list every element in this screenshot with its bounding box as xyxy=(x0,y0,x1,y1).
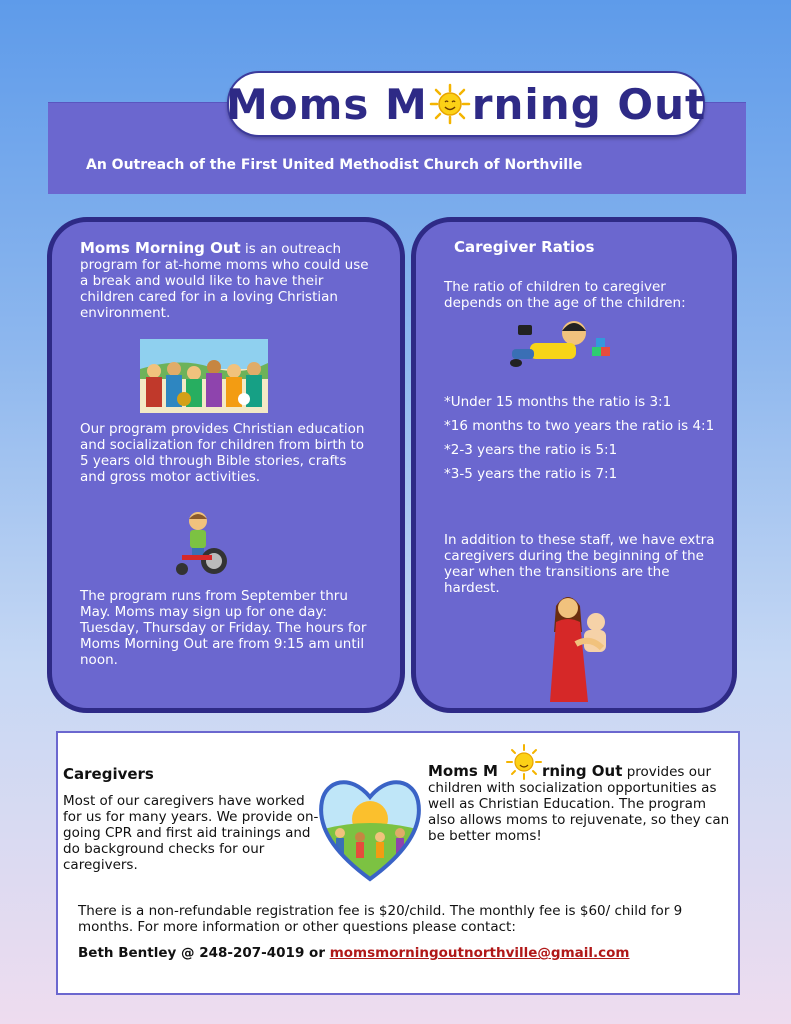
ratio-item: *Under 15 months the ratio is 3:1 xyxy=(444,394,672,410)
schedule-paragraph: The program runs from September thru May. Moms may sign up for one day: Tuesday, Thursday or Friday. The hours for Moms Morning Out are from 9:15 am until noon. xyxy=(80,588,367,668)
intro-heading: Moms Morning Out xyxy=(80,239,241,257)
ratios-heading: Caregiver Ratios xyxy=(454,238,595,256)
mmo-heading-part1: Moms M xyxy=(428,762,498,780)
crawling-child-image xyxy=(508,319,618,373)
mother-holding-baby-image xyxy=(546,592,616,710)
extra-caregivers-paragraph: In addition to these staff, we have extra caregivers during the beginning of the year when the transitions are the hardest. xyxy=(444,532,715,596)
left-panel xyxy=(47,217,405,713)
fee-paragraph: There is a non-refundable registration fee is $20/child. The monthly fee is $60/ child for 9 months. For more information or other questions please contact: xyxy=(78,903,683,935)
intro-text: is an outreach program for at-home moms who could use a break and would like to have their children cared for in a loving Christian environment. xyxy=(80,241,369,321)
mmo-text: provides our children with socialization opportunities as well as Christian Education. The program also allows moms to rejuvenate, so they can be better moms! xyxy=(428,764,730,844)
caregivers-heading: Caregivers xyxy=(63,765,154,783)
bible-characters-image xyxy=(140,339,268,413)
mmo-paragraph xyxy=(428,763,732,844)
title-part1: Moms M xyxy=(225,79,428,129)
caregivers-paragraph: Most of our caregivers have worked for us for many years. We provide on-going CPR and first aid trainings and do background checks for our caregivers. xyxy=(63,793,319,873)
title-pill xyxy=(227,71,705,137)
right-panel xyxy=(411,217,737,713)
child-tricycle-image xyxy=(172,511,232,577)
ratio-item: *3-5 years the ratio is 7:1 xyxy=(444,466,618,482)
program-paragraph: Our program provides Christian education and socialization for children from birth to 5 years old through Bible stories, crafts and gross motor activities. xyxy=(80,421,365,485)
ratio-item: *2-3 years the ratio is 5:1 xyxy=(444,442,618,458)
contact-text: Beth Bentley @ 248-207-4019 or xyxy=(78,945,330,961)
ratio-list xyxy=(444,394,724,490)
sun-icon xyxy=(429,83,471,125)
mmo-heading-part2: rning Out xyxy=(541,762,623,780)
intro-paragraph xyxy=(80,240,370,321)
subtitle: An Outreach of the First United Methodist Church of Northville xyxy=(86,157,583,173)
bottom-info-box xyxy=(56,731,740,995)
heart-children-image xyxy=(316,771,424,887)
email-link[interactable]: momsmorningoutnorthville@gmail.com xyxy=(329,945,630,961)
small-sun-icon xyxy=(504,743,544,781)
page-title xyxy=(226,80,706,129)
title-part2: rning Out xyxy=(471,79,707,129)
contact-line xyxy=(78,945,718,961)
ratio-item: *16 months to two years the ratio is 4:1 xyxy=(444,418,715,434)
ratios-intro: The ratio of children to caregiver depends on the age of the children: xyxy=(444,279,686,311)
